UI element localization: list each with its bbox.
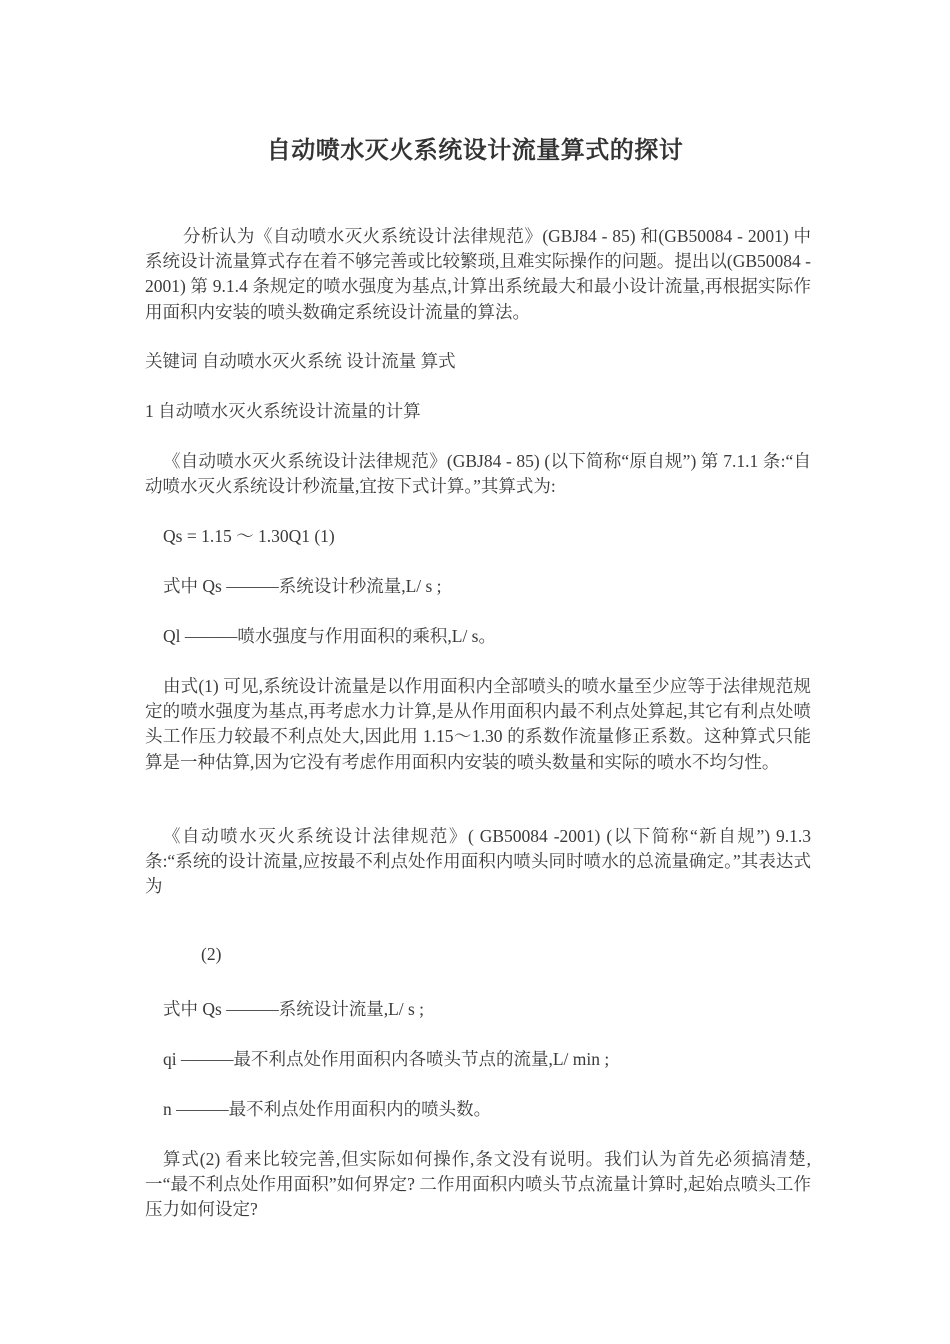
new-spec-paragraph: 《自动喷水灭火系统设计法律规范》( GB50084 -2001) (以下简称“新自规”) 9.1.3 条:“系统的设计流量,应按最不利点处作用面积内喷头同时喷水的总流量确定。”其表达式为 xyxy=(145,826,811,897)
definition-qi-block xyxy=(145,1047,811,1072)
definition-ql: Ql ———喷水强度与作用面积的乘积,L/ s。 xyxy=(163,626,496,646)
definition-n-block xyxy=(145,1097,811,1122)
old-spec-block xyxy=(145,449,811,499)
definition-qs-2: 式中 Qs ———系统设计流量,L/ s ; xyxy=(163,999,425,1019)
definition-qs-1-block xyxy=(145,574,811,599)
analysis-1-paragraph: 由式(1) 可见,系统设计流量是以作用面积内全部喷头的喷水量至少应等于法律规范规定的喷水强度为基点,再考虑水力计算,是从作用面积内最不利点处算起,其它有利点处喷头工作压力较最不利点处大,因此用 1.15～1.30 的系数作流量修正系数。这种算式只能算是一种估算,因为它没有考虑作用面积内安装的喷头数量和实际的喷水不均匀性。 xyxy=(145,676,811,772)
old-spec-paragraph: 《自动喷水灭火系统设计法律规范》(GBJ84 - 85) (以下简称“原自规”) 第 7.1.1 条:“自动喷水灭火系统设计秒流量,宜按下式计算。”其算式为: xyxy=(145,451,811,497)
definition-qs-2-block xyxy=(145,997,811,1022)
definition-qi: qi ———最不利点处作用面积内各喷头节点的流量,L/ min ; xyxy=(163,1049,610,1069)
formula-2-number: (2) xyxy=(201,944,222,964)
section-heading: 1 自动喷水灭火系统设计流量的计算 xyxy=(145,401,421,421)
analysis-2-block xyxy=(145,1147,811,1223)
formula-1: Qs = 1.15 ～ 1.30Q1 (1) xyxy=(163,526,335,546)
formula-1-block xyxy=(145,524,811,549)
keywords-block xyxy=(145,349,811,374)
analysis-1-block xyxy=(145,674,811,775)
section-heading-block xyxy=(145,399,811,424)
abstract-paragraph: 分析认为《自动喷水灭火系统设计法律规范》(GBJ84 - 85) 和(GB50084 - 2001) 中系统设计流量算式存在着不够完善或比较繁琐,且难实际操作的问题。提出以(GB50084 - 2001) 第 9.1.4 条规定的喷水强度为基点,计算出系统最大和最小设计流量,再根据实际作用面积内安装的喷头数确定系统设计流量的算法。 xyxy=(145,226,811,322)
document-title: 自动喷水灭火系统设计流量算式的探讨 xyxy=(266,136,684,164)
definition-ql-block xyxy=(145,624,811,649)
new-spec-block xyxy=(145,824,811,900)
keywords-line: 关键词 自动喷水灭火系统 设计流量 算式 xyxy=(145,351,456,371)
definition-qs-1: 式中 Qs ———系统设计秒流量,L/ s ; xyxy=(163,576,442,596)
abstract-block xyxy=(145,224,811,325)
analysis-2-paragraph: 算式(2) 看来比较完善,但实际如何操作,条文没有说明。我们认为首先必须搞清楚,一“最不利点处作用面积”如何界定? 二作用面积内喷头节点流量计算时,起始点喷头工作压力如何设定? xyxy=(145,1149,811,1220)
formula-2-block xyxy=(145,942,811,967)
definition-n: n ———最不利点处作用面积内的喷头数。 xyxy=(163,1099,492,1119)
